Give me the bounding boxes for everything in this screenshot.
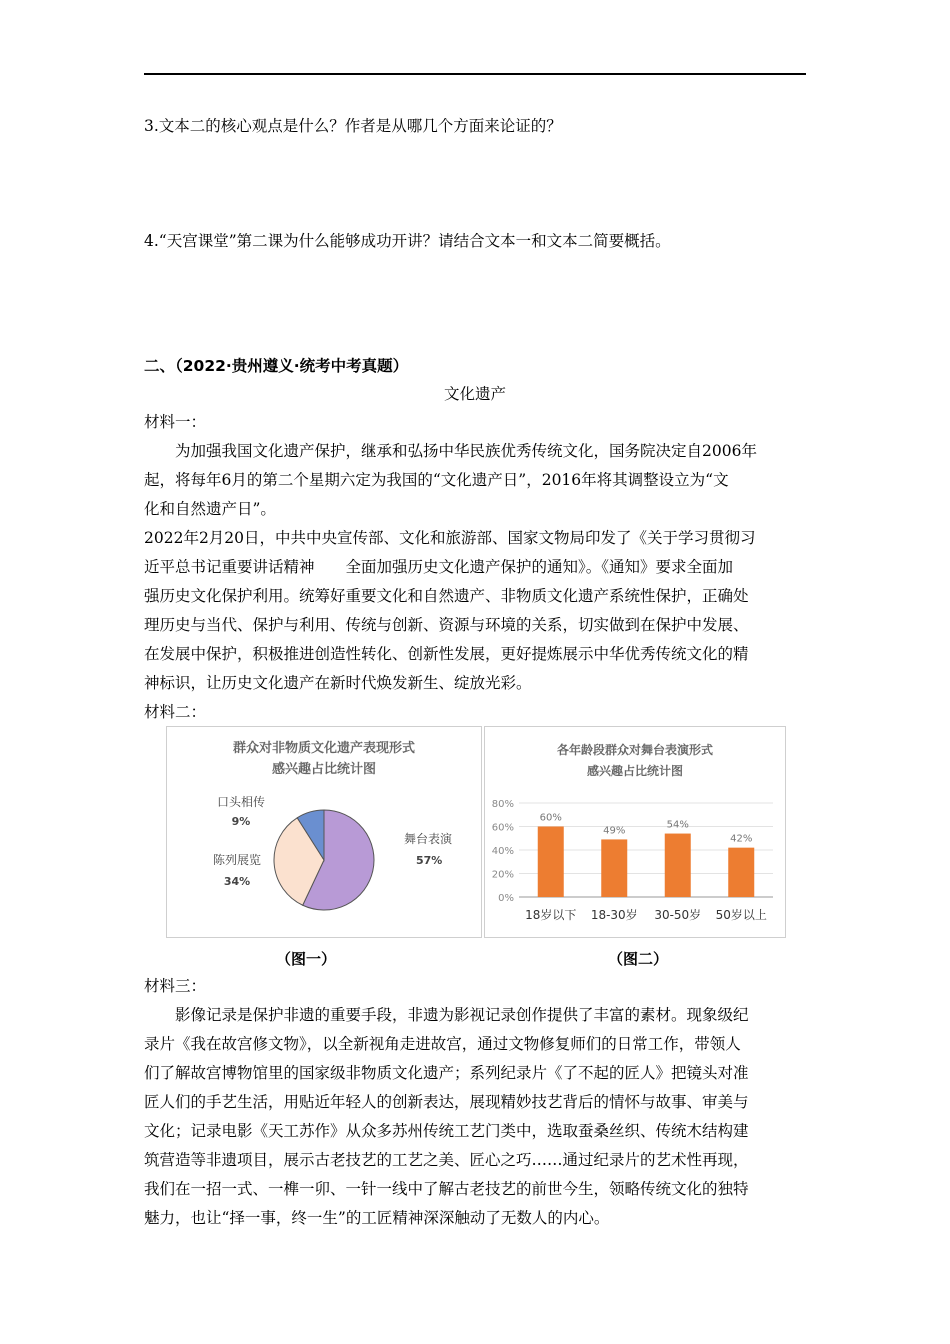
m1-line: 神标识，让历史文化遗产在新时代焕发新生、绽放光彩。 (144, 674, 532, 692)
bar-subtitle: 感兴趣占比统计图 (586, 764, 684, 778)
m3-line: 们了解故宫博物馆里的国家级非物质文化遗产；系列纪录片《了不起的匠人》把镜头对准 (144, 1064, 749, 1082)
m1-line: 2022年2月20日，中共中央宣传部、文化和旅游部、国家文物局印发了《关于学习贯彻习 (144, 529, 756, 547)
pie-chart-figure (166, 726, 482, 938)
pie-category-label: 陈列展览 (212, 853, 262, 867)
m1-line: 理历史与当代、保护与利用、传统与创新、资源与环境的关系，切实做到在保护中发展、 (144, 616, 749, 634)
m1-line: 近平总书记重要讲话精神 全面加强历史文化遗产保护的通知》。《通知》要求全面加 (144, 558, 734, 576)
material-3-label: 材料三： (144, 977, 207, 995)
m3-line: 筑营造等非遗项目，展示古老技艺的工艺之美、匠心之巧……通过纪录片的艺术性再现， (144, 1151, 749, 1169)
m1-line: 起，将每年6月的第二个星期六定为我国的“文化遗产日”，2016年将其调整设立为“文 (144, 471, 729, 489)
bar-value-label: 49% (603, 825, 626, 837)
section-title: 文化遗产 (443, 385, 506, 403)
question-4: 4.“天宫课堂”第二课为什么能够成功开讲？请结合文本一和文本二简要概括。 (144, 232, 671, 250)
bar (728, 848, 754, 897)
bar-value-label: 60% (539, 812, 562, 824)
bar-ytick-label: 40% (491, 846, 514, 857)
pie-category-label: 口头相传 (216, 795, 266, 809)
material-2-label: 材料二： (144, 703, 207, 721)
bar-ytick-label: 60% (491, 822, 514, 834)
pie-value-label: 34% (223, 875, 251, 888)
bar-ytick-label: 80% (491, 799, 514, 810)
bar-category-label: 30-50岁 (654, 908, 702, 922)
bar (538, 827, 564, 898)
pie-subtitle: 感兴趣占比统计图 (271, 762, 377, 777)
pie-chart (167, 727, 481, 937)
m3-line: 我们在一招一式、一榫一卯、一针一线中了解古老技艺的前世今生，领略传统文化的独特 (144, 1180, 749, 1198)
m1-line: 在发展中保护，积极推进创造性转化、创新性发展，更好提炼展示中华优秀传统文化的精 (144, 645, 749, 663)
m3-line: 录片《我在故宫修文物》，以全新视角走进故宫，通过文物修复师们的日常工作，带领人 (144, 1035, 741, 1053)
bar-category-label: 18-30岁 (590, 908, 638, 922)
m1-line: 化和自然遗产日”。 (144, 500, 276, 518)
bar (601, 839, 627, 897)
m1-line: 为加强我国文化遗产保护，继承和弘扬中华民族优秀传统文化，国务院决定自2006年 (175, 442, 757, 460)
question-3: 3.文本二的核心观点是什么？作者是从哪几个方面来论证的？ (144, 117, 562, 135)
section-heading: 二、（2022·贵州遵义·统考中考真题） (144, 357, 409, 375)
m3-line: 影像记录是保护非遗的重要手段，非遗为影视记录创作提供了丰富的素材。现象级纪 (175, 1006, 749, 1024)
m1-line: 强历史文化保护利用。统筹好重要文化和自然遗产、非物质文化遗产系统性保护，正确处 (144, 587, 749, 605)
bar-ytick-label: 0% (498, 893, 514, 904)
m3-line: 匠人们的手艺生活，用贴近年轻人的创新表达，展现精妙技艺背后的情怀与故事、审美与 (144, 1093, 749, 1111)
pie-value-label: 9% (231, 815, 251, 828)
bar-chart (485, 727, 785, 937)
bar-category-label: 18岁以下 (525, 908, 577, 922)
bar-value-label: 42% (730, 833, 753, 845)
m3-line: 文化；记录电影《天工苏作》从众多苏州传统工艺门类中，选取蚕桑丝织、传统木结构建 (144, 1122, 749, 1140)
bar-chart-figure (484, 726, 786, 938)
pie-category-label: 舞台表演 (404, 832, 453, 846)
bar (665, 834, 691, 897)
m3-line: 魅力，也让“择一事，终一生”的工匠精神深深触动了无数人的内心。 (144, 1209, 610, 1227)
pie-title: 群众对非物质文化遗产表现形式 (232, 741, 416, 756)
bar-value-label: 54% (666, 819, 689, 831)
header-rule (144, 73, 806, 75)
figure-1-caption: （图一） (276, 950, 337, 968)
bar-category-label: 50岁以上 (715, 908, 767, 922)
pie-value-label: 57% (416, 854, 443, 867)
bar-title: 各年龄段群众对舞台表演形式 (556, 743, 714, 757)
bar-ytick-label: 20% (491, 869, 514, 881)
figure-2-caption: （图二） (608, 950, 669, 968)
material-1-label: 材料一： (144, 413, 207, 431)
